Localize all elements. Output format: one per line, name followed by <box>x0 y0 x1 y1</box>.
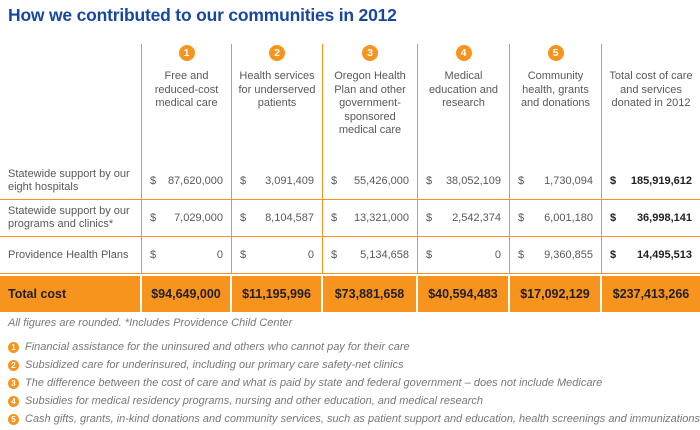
row-label: Statewide support by our programs and clinics* <box>0 200 142 236</box>
footnote-number-badge: 2 <box>8 360 19 371</box>
value-cell <box>510 237 602 273</box>
currency-symbol: $ <box>240 249 247 261</box>
currency-symbol: $ <box>331 175 338 187</box>
currency-symbol: $ <box>610 175 617 187</box>
amount: 38,052,109 <box>445 175 501 187</box>
currency-symbol: $ <box>518 249 525 261</box>
value-cell <box>142 237 232 273</box>
amount: 9,360,855 <box>544 249 593 261</box>
amount: 87,620,000 <box>167 175 223 187</box>
total-value-cell: $40,594,483 <box>418 276 510 312</box>
footnote-list <box>8 340 698 426</box>
value-cell <box>323 200 418 236</box>
column-header-label: Free and reduced-cost medical care <box>154 70 219 109</box>
footnote-number-badge: 1 <box>8 342 19 353</box>
footnote <box>8 358 698 372</box>
page-title: How we contributed to our communities in 2012 <box>8 5 397 25</box>
notes-section <box>8 317 698 430</box>
column-header-label: Oregon Health Plan and other government-sponsored medical care <box>334 70 406 136</box>
amount: 2,542,374 <box>452 212 501 224</box>
amount: 185,919,612 <box>630 175 692 187</box>
total-value-cell: $11,195,996 <box>232 276 323 312</box>
header-spacer-cell <box>0 44 142 163</box>
table-body <box>0 163 700 274</box>
column-number-badge: 4 <box>456 45 472 61</box>
contributions-table <box>0 44 700 312</box>
currency-symbol: $ <box>150 212 157 224</box>
value-cell <box>142 163 232 199</box>
amount: 7,029,000 <box>174 212 223 224</box>
total-value-cell: $237,413,266 <box>602 276 700 312</box>
column-header <box>418 44 510 163</box>
total-value-cell: $94,649,000 <box>142 276 232 312</box>
footnote-number-badge: 5 <box>8 414 19 425</box>
column-number-badge: 2 <box>269 45 285 61</box>
column-header-label: Medical education and research <box>428 70 499 109</box>
footnote <box>8 412 698 426</box>
table-row <box>0 200 700 237</box>
value-cell <box>602 200 700 236</box>
currency-symbol: $ <box>610 212 617 224</box>
value-cell <box>510 163 602 199</box>
value-cell <box>418 163 510 199</box>
amount: 8,104,587 <box>265 212 314 224</box>
value-cell <box>418 200 510 236</box>
currency-symbol: $ <box>150 249 157 261</box>
footnote-text: Subsidies for medical residency programs, nursing and other education, and medical research <box>25 395 483 407</box>
amount: 36,998,141 <box>636 212 692 224</box>
footnote <box>8 394 698 408</box>
value-cell <box>232 237 323 273</box>
table-header-row <box>0 44 700 163</box>
value-cell <box>510 200 602 236</box>
amount: 0 <box>216 249 223 261</box>
currency-symbol: $ <box>240 212 247 224</box>
value-cell <box>323 237 418 273</box>
column-header <box>142 44 232 163</box>
column-header <box>232 44 323 163</box>
footnote-text: Subsidized care for underinsured, including our primary care safety-net clinics <box>25 359 404 371</box>
row-label: Statewide support by our eight hospitals <box>0 163 142 199</box>
currency-symbol: $ <box>426 175 433 187</box>
footnote-text: Cash gifts, grants, in-kind donations and community services, such as patient support and education, health screenings and immunizations <box>25 413 700 425</box>
currency-symbol: $ <box>150 175 157 187</box>
footnote-text: Financial assistance for the uninsured and others who cannot pay for their care <box>25 341 410 353</box>
column-number-badge: 3 <box>362 45 378 61</box>
column-header <box>323 44 418 163</box>
row-label: Providence Health Plans <box>0 237 142 273</box>
amount: 3,091,409 <box>265 175 314 187</box>
value-cell <box>602 237 700 273</box>
column-number-badge: 5 <box>548 45 564 61</box>
amount: 13,321,000 <box>353 212 409 224</box>
value-cell <box>142 200 232 236</box>
total-value-cell: $73,881,658 <box>323 276 418 312</box>
total-row <box>0 276 700 312</box>
amount: 55,426,000 <box>353 175 409 187</box>
amount: 0 <box>494 249 501 261</box>
footnote-number-badge: 4 <box>8 396 19 407</box>
value-cell <box>323 163 418 199</box>
value-cell <box>232 163 323 199</box>
currency-symbol: $ <box>610 249 617 261</box>
total-value-cell: $17,092,129 <box>510 276 602 312</box>
amount: 5,134,658 <box>360 249 409 261</box>
currency-symbol: $ <box>331 249 338 261</box>
table-row <box>0 163 700 200</box>
footnote-number-badge: 3 <box>8 378 19 389</box>
amount: 6,001,180 <box>544 212 593 224</box>
value-cell <box>418 237 510 273</box>
amount: 0 <box>307 249 314 261</box>
currency-symbol: $ <box>426 212 433 224</box>
amount: 14,495,513 <box>636 249 692 261</box>
column-header <box>602 44 700 163</box>
currency-symbol: $ <box>331 212 338 224</box>
total-row-label: Total cost <box>0 276 142 312</box>
currency-symbol: $ <box>240 175 247 187</box>
footnote-text: The difference between the cost of care and what is paid by state and federal government – does not include Medicare <box>25 377 603 389</box>
amount: 1,730,094 <box>544 175 593 187</box>
table-row <box>0 237 700 274</box>
currency-symbol: $ <box>518 212 525 224</box>
footnote <box>8 376 698 390</box>
currency-symbol: $ <box>518 175 525 187</box>
column-header-label: Community health, grants and donations <box>520 70 591 109</box>
currency-symbol: $ <box>426 249 433 261</box>
rounded-note: All figures are rounded. *Includes Providence Child Center <box>8 317 293 329</box>
column-header <box>510 44 602 163</box>
column-number-badge: 1 <box>179 45 195 61</box>
value-cell <box>602 163 700 199</box>
footnote <box>8 340 698 354</box>
column-header-label: Total cost of care and services donated in 2012 <box>609 70 693 109</box>
column-header-label: Health services for underserved patients <box>238 70 316 109</box>
value-cell <box>232 200 323 236</box>
